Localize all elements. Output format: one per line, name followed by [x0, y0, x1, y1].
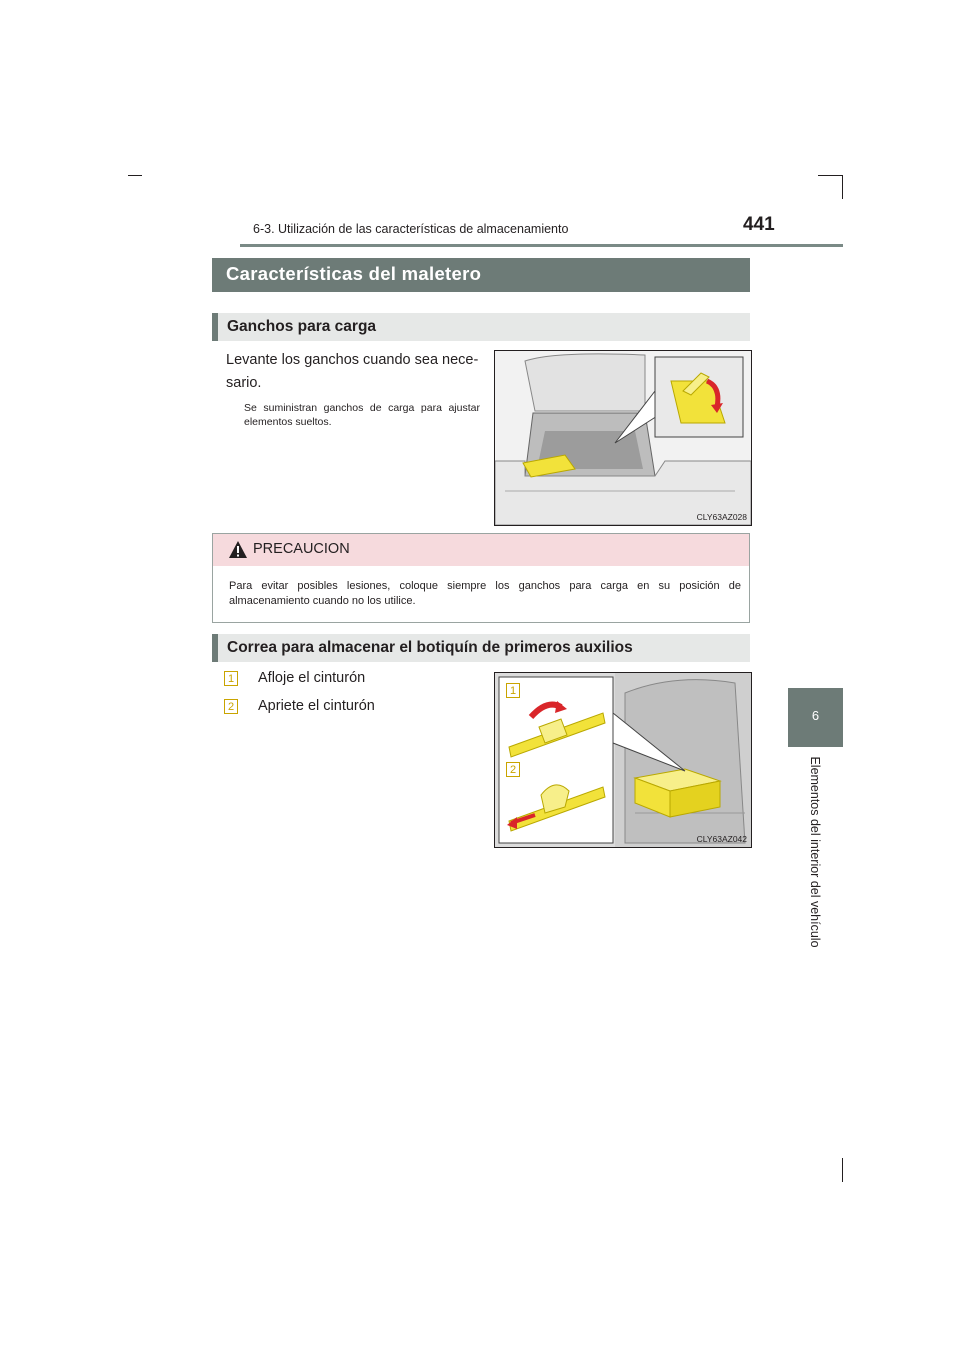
figure-code: CLY63AZ042	[696, 834, 747, 844]
list-item-tighten: Apriete el cinturón	[258, 698, 375, 714]
caution-body: Para evitar posibles lesiones, coloque siempre los ganchos para carga en su posición de almacenamiento cuando no los utilice.	[229, 580, 741, 607]
caution-title: PRECAUCION	[253, 541, 350, 557]
strap-illustration	[495, 673, 751, 847]
page-title-text: Características del maletero	[226, 263, 482, 284]
chapter-tab	[788, 688, 843, 747]
section-heading-first-aid-strap	[212, 634, 750, 662]
section-heading-cargo-hooks	[212, 313, 750, 341]
figure-label-2: 2	[506, 762, 520, 777]
chapter-label-text: Elementos del interior del vehículo	[808, 756, 822, 948]
section-note: Se suministran ganchos de carga para ajustar elementos sueltos.	[244, 402, 480, 428]
section-heading-text: Ganchos para carga	[227, 318, 377, 335]
first-aid-strap-figure	[494, 672, 752, 848]
section-header: 6-3. Utilización de las características de almacenamiento	[253, 222, 569, 236]
crop-mark	[842, 175, 843, 199]
crop-mark	[842, 1158, 843, 1182]
list-number-badge: 1	[224, 671, 238, 686]
chapter-label	[808, 752, 822, 952]
caution-header	[213, 534, 749, 566]
section-body: Levante los ganchos cuando sea nece-sario.	[226, 352, 479, 391]
caution-box	[212, 533, 750, 623]
list-item-loosen: Afloje el cinturón	[258, 670, 366, 686]
page-number: 441	[743, 214, 775, 235]
page-title	[212, 258, 750, 292]
chapter-number: 6	[811, 708, 820, 723]
list-number-badge: 2	[224, 699, 238, 714]
cargo-hook-figure	[494, 350, 752, 526]
warning-icon	[229, 541, 247, 558]
crop-mark	[128, 175, 142, 176]
figure-code: CLY63AZ028	[696, 512, 747, 522]
figure-label-1: 1	[506, 683, 520, 698]
section-heading-text: Correa para almacenar el botiquín de primeros auxilios	[227, 639, 633, 656]
crop-mark	[818, 175, 842, 176]
trunk-illustration	[495, 351, 751, 525]
header-divider	[240, 244, 843, 247]
